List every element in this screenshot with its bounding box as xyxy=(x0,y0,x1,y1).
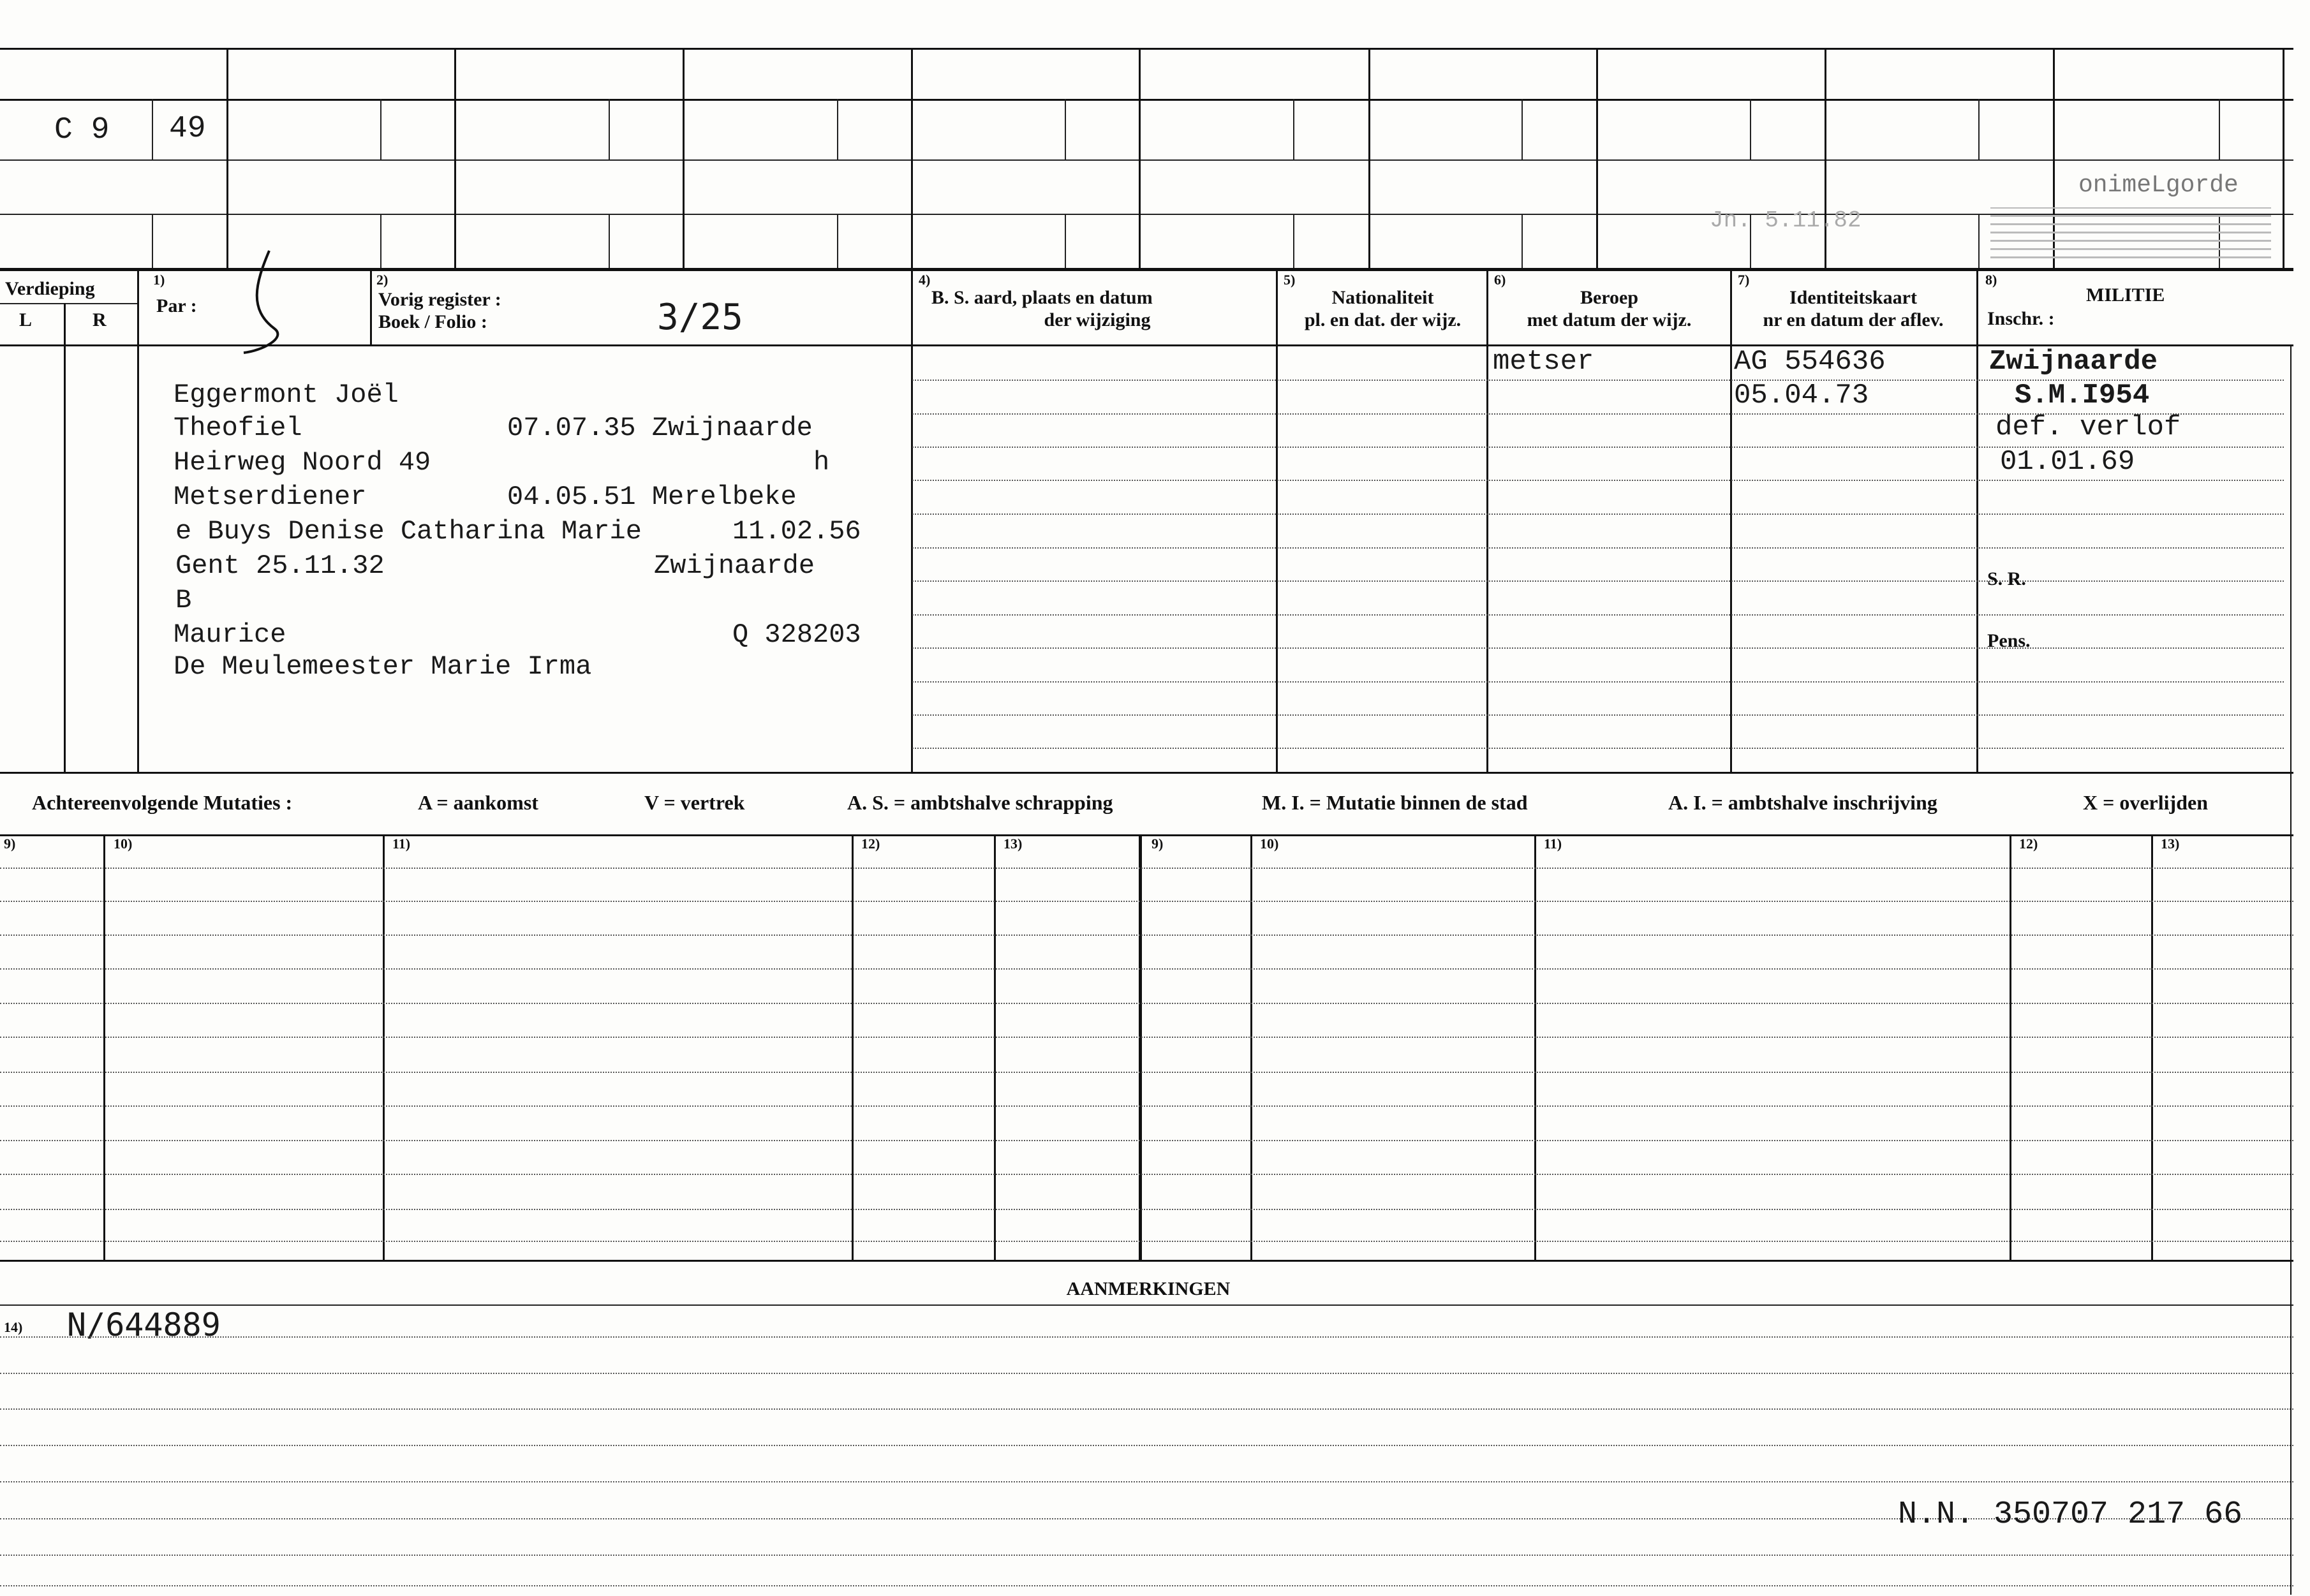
mutaties-ai: A. I. = ambtshalve inschrijving xyxy=(1668,791,1937,814)
stamp-top: onimeLgorde xyxy=(2078,172,2239,199)
stamp-struck-text xyxy=(1990,207,2271,265)
person-address: Heirweg Noord 49 xyxy=(174,447,431,478)
value-militie-1: Zwijnaarde xyxy=(1989,346,2158,378)
label-r: R xyxy=(93,309,107,330)
col-13a: 13) xyxy=(1003,836,1023,852)
col-9b: 9) xyxy=(1151,836,1164,852)
mutaties-v: V = vertrek xyxy=(644,791,745,814)
col-11a: 11) xyxy=(392,836,411,852)
label-verdieping: Verdieping xyxy=(5,278,95,299)
value-militie-2: S.M.I954 xyxy=(2015,380,2150,411)
label-bs-line2: der wijziging xyxy=(1044,309,1151,330)
value-boek-folio: 3/25 xyxy=(657,297,743,338)
label-bs-line1: B. S. aard, plaats en datum xyxy=(931,287,1153,308)
stamp-mid: Jn. 5.11.82 xyxy=(1710,207,1862,233)
value-id-nr: AG 554636 xyxy=(1734,346,1886,378)
par-signature-mark xyxy=(236,246,306,354)
person-occupation: Metserdiener xyxy=(174,482,367,512)
aanmerkingen-title: AANMERKINGEN xyxy=(1066,1278,1231,1299)
label-beroep-line2: met datum der wijz. xyxy=(1527,309,1692,330)
person-spouse-birth: Gent 25.11.32 xyxy=(175,550,385,581)
label-boek-folio: Boek / Folio : xyxy=(378,311,487,332)
header-number: 49 xyxy=(169,112,206,146)
person-spouse-place: Zwijnaarde xyxy=(654,550,815,581)
label-militie: MILITIE xyxy=(2086,284,2165,306)
person-father: Maurice xyxy=(174,619,286,650)
person-mother: De Meulemeester Marie Irma xyxy=(174,651,592,682)
person-birth: 07.07.35 Zwijnaarde xyxy=(507,413,813,443)
person-marker-b: B xyxy=(175,585,192,616)
num-nat: 5) xyxy=(1284,272,1296,288)
mutaties-as: A. S. = ambtshalve schrapping xyxy=(847,791,1113,814)
col-10a: 10) xyxy=(114,836,133,852)
num-militie: 8) xyxy=(1985,272,1997,288)
label-sr: S. R. xyxy=(1987,568,2026,589)
person-firstname: Theofiel xyxy=(174,413,302,443)
col-12b: 12) xyxy=(2019,836,2038,852)
num-beroep: 6) xyxy=(1494,272,1506,288)
mutaties-x: X = overlijden xyxy=(2083,791,2208,814)
label-inschr: Inschr. : xyxy=(1987,308,2055,329)
mutaties-mi: M. I. = Mutatie binnen de stad xyxy=(1262,791,1528,814)
col-11b: 11) xyxy=(1544,836,1562,852)
label-id-line2: nr en datum der aflev. xyxy=(1763,309,1944,330)
aanmerkingen-num: 14) xyxy=(4,1319,23,1335)
label-nat-line2: pl. en dat. der wijz. xyxy=(1304,309,1462,330)
label-l: L xyxy=(19,309,33,330)
person-code: Q 328203 xyxy=(732,619,861,650)
mutaties-title: Achtereenvolgende Mutaties : xyxy=(32,791,293,814)
value-beroep: metser xyxy=(1493,346,1594,378)
person-spouse-date: 11.02.56 xyxy=(732,516,861,547)
num-par: 1) xyxy=(153,272,165,288)
label-pens: Pens. xyxy=(1987,630,2031,651)
num-bs: 4) xyxy=(919,272,931,288)
mutaties-a: A = aankomst xyxy=(418,791,538,814)
label-par: Par : xyxy=(156,295,197,316)
value-id-date: 05.04.73 xyxy=(1734,380,1869,411)
label-nat-line1: Nationaliteit xyxy=(1331,287,1434,308)
value-militie-4: 01.01.69 xyxy=(2000,446,2135,478)
aanmerkingen-value: N/644889 xyxy=(67,1306,221,1343)
value-militie-3: def. verlof xyxy=(1995,411,2181,443)
person-name: Eggermont Joël xyxy=(174,380,399,410)
num-vorig: 2) xyxy=(376,272,389,288)
col-12a: 12) xyxy=(861,836,880,852)
label-vorig-register: Vorig register : xyxy=(378,289,501,310)
col-9a: 9) xyxy=(4,836,16,852)
col-13b: 13) xyxy=(2161,836,2180,852)
person-address-mark: h xyxy=(813,447,830,478)
label-id-line1: Identiteitskaart xyxy=(1789,287,1917,308)
num-id: 7) xyxy=(1738,272,1750,288)
col-10b: 10) xyxy=(1260,836,1279,852)
person-occupation-date: 04.05.51 Merelbeke xyxy=(507,482,797,512)
header-code: C 9 xyxy=(54,113,110,147)
aanmerkingen-nn: N.N. 350707 217 66 xyxy=(1898,1496,2243,1533)
person-spouse: e Buys Denise Catharina Marie xyxy=(175,516,642,547)
label-beroep-line1: Beroep xyxy=(1580,287,1639,308)
